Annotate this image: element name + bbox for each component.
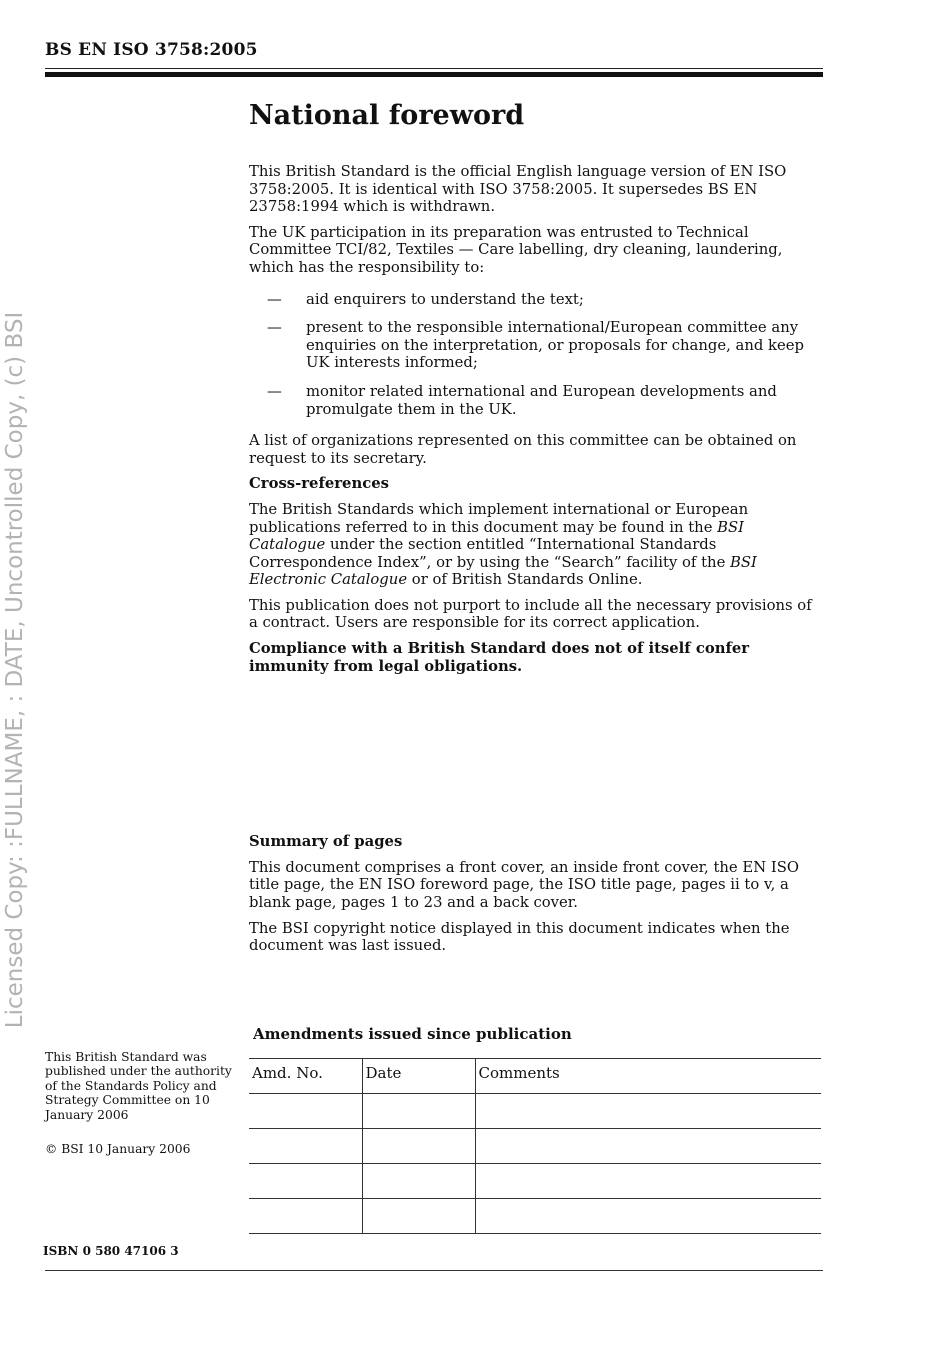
header-rule-thick	[45, 72, 823, 77]
table-cell	[249, 1094, 362, 1129]
dash-bullet: —	[267, 382, 282, 400]
table-cell	[249, 1129, 362, 1164]
summary-heading: Summary of pages	[249, 833, 403, 851]
column-header-amd-no: Amd. No.	[249, 1059, 362, 1094]
table-cell	[475, 1129, 821, 1164]
table-cell	[475, 1094, 821, 1129]
table-row	[249, 1199, 821, 1234]
copyright-line: © BSI 10 January 2006	[45, 1142, 191, 1157]
copyright-notice-paragraph: The BSI copyright notice displayed in this document indicates when the document was last issued.	[249, 919, 790, 955]
list-item	[249, 291, 823, 309]
dash-bullet: —	[267, 319, 282, 337]
bsi-electronic-catalogue-ref: BSI Electronic Catalogue	[249, 553, 757, 589]
table-cell	[249, 1164, 362, 1199]
amendments-title: Amendments issued since publication	[253, 1025, 572, 1043]
table-cell	[362, 1199, 475, 1234]
table-cell	[362, 1129, 475, 1164]
intro-paragraph: This British Standard is the official English language version of EN ISO 3758:2005. It is identical with ISO 3758:2005. It supersedes BS EN 23758:1994 which is withdrawn.	[249, 163, 787, 216]
authority-statement: This British Standard was published under the authority of the Standards Policy and Strategy Committee on 10 January 2006	[45, 1050, 232, 1122]
license-watermark: Licensed Copy: :FULLNAME, : DATE, Uncontrolled Copy, (c) BSI	[2, 311, 28, 1029]
responsibility-list	[249, 291, 823, 419]
page-title: National foreword	[249, 100, 525, 131]
amendments-table	[249, 1058, 821, 1234]
table-cell	[362, 1164, 475, 1199]
foreword-body	[249, 163, 823, 963]
cross-references-heading: Cross-references	[249, 475, 389, 493]
compliance-statement: Compliance with a British Standard does not of itself confer immunity from legal obligations.	[249, 640, 750, 675]
table-cell	[475, 1199, 821, 1234]
dash-bullet: —	[267, 290, 282, 308]
committee-list-paragraph: A list of organizations represented on this committee can be obtained on request to its secretary.	[249, 432, 797, 467]
table-header-row	[249, 1059, 821, 1094]
participation-paragraph: The UK participation in its preparation was entrusted to Technical Committee TCI/82, Textiles — Care labelling, dry cleaning, laundering, which has the responsibility to:	[249, 223, 783, 276]
list-item-text: present to the responsible international/European committee any enquiries on the interpretation, or proposals for change, and keep UK interests informed;	[306, 319, 805, 372]
document-id: BS EN ISO 3758:2005	[45, 40, 258, 60]
list-item	[249, 319, 823, 372]
header-rule-thin	[45, 68, 823, 69]
footer-rule	[45, 1270, 823, 1271]
list-item	[249, 383, 823, 418]
list-item-text: monitor related international and European developments and promulgate them in the UK.	[306, 382, 777, 418]
table-row	[249, 1129, 821, 1164]
table-cell	[362, 1094, 475, 1129]
list-item-text: aid enquirers to understand the text;	[306, 290, 584, 308]
cross-references-paragraph: The British Standards which implement international or European publications referred to in this document may be found in the BSI Catalogue under the section entitled “International Standards Correspondence Index”, or by using the “Search” facility of the BSI Electronic Catalogue or of British Standards Online.	[249, 500, 757, 589]
contract-paragraph: This publication does not purport to include all the necessary provisions of a contract. Users are responsible for its correct application.	[249, 596, 812, 632]
table-cell	[475, 1164, 821, 1199]
table-cell	[249, 1199, 362, 1234]
table-row	[249, 1094, 821, 1129]
summary-paragraph: This document comprises a front cover, an inside front cover, the EN ISO title page, the EN ISO foreword page, the ISO title page, pages ii to v, a blank page, pages 1 to 23 and a back cover.	[249, 858, 799, 912]
publication-sidebar	[45, 1050, 235, 1176]
column-header-comments: Comments	[475, 1059, 821, 1094]
table-row	[249, 1164, 821, 1199]
isbn: ISBN 0 580 47106 3	[43, 1244, 179, 1258]
column-header-date: Date	[362, 1059, 475, 1094]
bsi-catalogue-ref: BSI Catalogue	[249, 518, 745, 554]
